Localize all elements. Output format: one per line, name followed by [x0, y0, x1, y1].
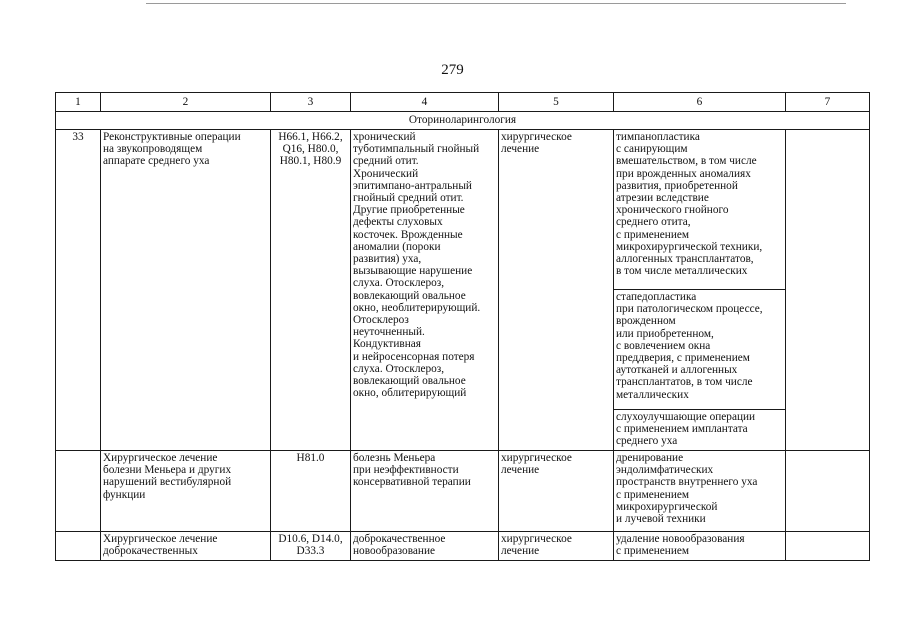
cost-cell [786, 532, 870, 561]
medical-care-table [55, 92, 870, 561]
column-number: 1 [56, 93, 101, 112]
table-row [56, 130, 870, 290]
column-number: 2 [101, 93, 271, 112]
patient-model: хронический туботимпальный гнойный средний отит. Хронический эпитимпано-антральный гнойный средний отит. Другие приобретенные дефекты слуховых косточек. Врожденные аномалии (пороки развития) уха, вызывающие нарушение слуха. Отосклероз, вовлекающий овальное окно, необлитерирующий. Отосклероз неуточненный. Кондуктивная и нейросенсорная потеря слуха. Отосклероз, вовлекающий овальное окно, облитерирующий [351, 130, 499, 451]
table-row [56, 532, 870, 561]
column-number: 6 [614, 93, 786, 112]
intervention-name: Хирургическое лечение болезни Меньера и других нарушений вестибулярной функции [101, 451, 271, 532]
icd-codes: H66.1, H66.2, Q16, H80.0, H80.1, H80.9 [271, 130, 351, 451]
icd-codes: D10.6, D14.0, D33.3 [271, 532, 351, 561]
treatment-method: удаление новообразования с применением [614, 532, 786, 561]
icd-codes: H81.0 [271, 451, 351, 532]
row-number: 33 [56, 130, 101, 451]
table-row [56, 451, 870, 532]
row-number [56, 532, 101, 561]
page-number: 279 [441, 62, 464, 78]
cost-cell [786, 451, 870, 532]
treatment-method: дренирование эндолимфатических пространств внутреннего уха с применением микрохирургической и лучевой техники [614, 451, 786, 532]
section-title: Оториноларингология [56, 112, 870, 130]
treatment-method: тимпанопластика с санирующим вмешательством, в том числе при врожденных аномалиях развития, приобретенной атрезии вследствие хронического гнойного среднего отита, с применением микрохирургической техники, аллогенных трансплантатов, в том числе металлических [614, 130, 786, 290]
intervention-name: Хирургическое лечение доброкачественных [101, 532, 271, 561]
intervention-name: Реконструктивные операции на звукопроводящем аппарате среднего уха [101, 130, 271, 451]
treatment-type: хирургическое лечение [499, 130, 614, 451]
patient-model: доброкачественное новообразование [351, 532, 499, 561]
row-number [56, 451, 101, 532]
column-number: 4 [351, 93, 499, 112]
treatment-type: хирургическое лечение [499, 451, 614, 532]
column-number: 3 [271, 93, 351, 112]
section-row [56, 112, 870, 130]
page-top-edge [146, 3, 846, 4]
treatment-type: хирургическое лечение [499, 532, 614, 561]
column-number: 5 [499, 93, 614, 112]
column-number: 7 [786, 93, 870, 112]
patient-model: болезнь Меньера при неэффективности консервативной терапии [351, 451, 499, 532]
cost-cell [786, 130, 870, 451]
column-number-row [56, 93, 870, 112]
treatment-method: стапедопластика при патологическом процессе, врожденном или приобретенном, с вовлечением окна преддверия, с применением аутотканей и аллогенных трансплантатов, в том числе металлических [614, 290, 786, 410]
treatment-method: слухоулучшающие операции с применением имплантата среднего уха [614, 410, 786, 451]
